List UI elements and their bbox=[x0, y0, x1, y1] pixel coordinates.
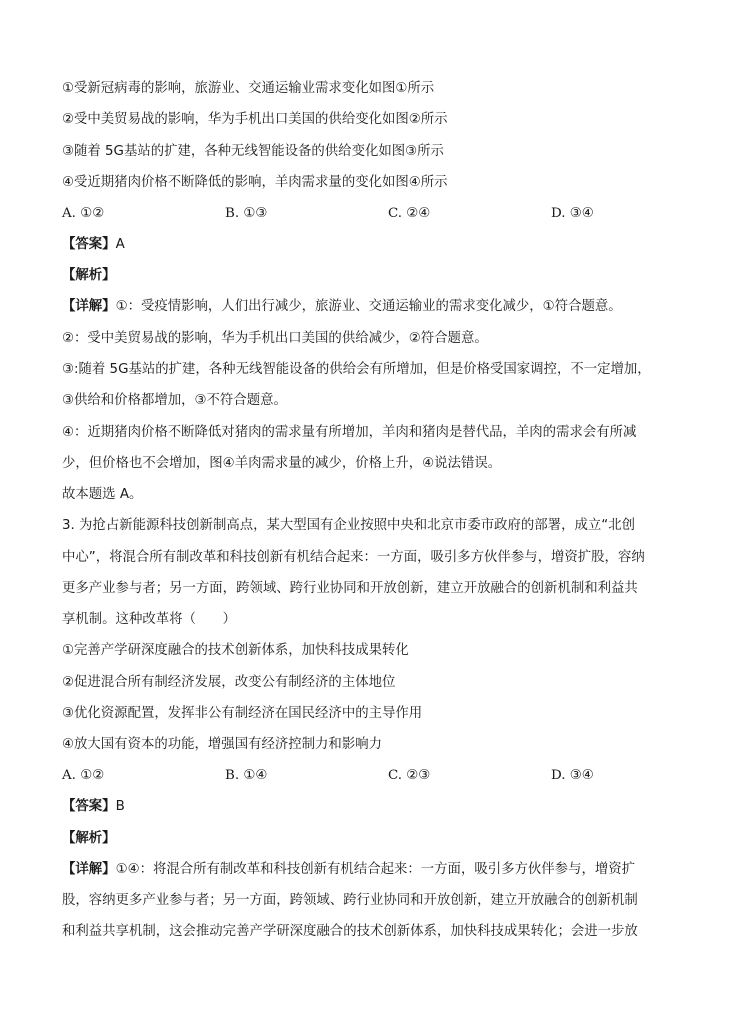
q2-item-3: ③随着 5G基站的扩建，各种无线智能设备的供给变化如图③所示 bbox=[62, 144, 444, 159]
q2-option-a: A. ①② bbox=[62, 206, 105, 221]
q2-detail-line-6: 少，但价格也不会增加，图④羊肉需求量的减少，价格上升，④说法错误。 bbox=[62, 456, 502, 471]
q3-stem-line-2: 中心”，将混合所有制改革和科技创新有机结合起来：一方面，吸引多方伙伴参与，增资扩股，容纳 bbox=[62, 550, 645, 565]
q2-option-c: C. ②④ bbox=[388, 206, 431, 221]
q3-item-4: ④放大国有资本的功能，增强国有经济控制力和影响力 bbox=[62, 737, 382, 752]
q2-detail-line-5: ④：近期猪肉价格不断降低对猪肉的需求量有所增加，羊肉和猪肉是替代品，羊肉的需求会有所减 bbox=[62, 425, 637, 440]
q3-analysis-label: 【解析】 bbox=[62, 831, 116, 846]
q2-detail-line-3: ③:随着 5G基站的扩建，各种无线智能设备的供给会有所增加，但是价格受国家调控，不一定增加， bbox=[62, 362, 651, 377]
q3-option-c: C. ②③ bbox=[388, 768, 431, 783]
q2-answer-value: A bbox=[115, 237, 125, 252]
q3-stem-line-4: 享机制。这种改革将（ ） bbox=[62, 612, 237, 627]
q3-options bbox=[62, 766, 682, 786]
q3-option-d: D. ③④ bbox=[551, 768, 594, 783]
q3-stem-line-3: 更多产业参与者；另一方面，跨领域、跨行业协同和开放创新，建立开放融合的创新机制和利益共 bbox=[62, 581, 638, 596]
q3-option-b: B. ①④ bbox=[225, 768, 268, 783]
q3-item-2: ②促进混合所有制经济发展，改变公有制经济的主体地位 bbox=[62, 675, 396, 690]
q2-item-1: ①受新冠病毒的影响，旅游业、交通运输业需求变化如图①所示 bbox=[62, 81, 435, 96]
q2-option-d: D. ③④ bbox=[551, 206, 594, 221]
q2-options bbox=[62, 204, 682, 224]
q3-detail-line-3: 和利益共享机制，这会推动完善产学研深度融合的技术创新体系，加快科技成果转化；会进一步放 bbox=[62, 924, 638, 939]
q3-stem-line-1: 3. 为抢占新能源科技创新制高点，某大型国有企业按照中央和北京市委市政府的部署，成立“北创 bbox=[62, 518, 635, 533]
q3-item-3: ③优化资源配置，发挥非公有制经济在国民经济中的主导作用 bbox=[62, 706, 423, 721]
q2-item-2: ②受中美贸易战的影响，华为手机出口美国的供给变化如图②所示 bbox=[62, 112, 448, 127]
q2-detail-line-1: 【详解】①：受疫情影响，人们出行减少，旅游业、交通运输业的需求变化减少，①符合题意。 bbox=[62, 299, 622, 314]
q2-item-4: ④受近期猪肉价格不断降低的影响，羊肉需求量的变化如图④所示 bbox=[62, 175, 448, 190]
q2-conclusion: 故本题选 A。 bbox=[62, 487, 143, 502]
q3-answer-value: B bbox=[115, 799, 125, 814]
q2-analysis-label: 【解析】 bbox=[62, 268, 116, 283]
q3-option-a: A. ①② bbox=[62, 768, 105, 783]
q3-item-1: ①完善产学研深度融合的技术创新体系，加快科技成果转化 bbox=[62, 643, 409, 658]
q3-detail-line-1: 【详解】①④：将混合所有制改革和科技创新有机结合起来：一方面，吸引多方伙伴参与，增资扩 bbox=[62, 862, 636, 877]
q3-answer: 【答案】B bbox=[62, 799, 125, 814]
q3-detail-line-2: 股，容纳更多产业参与者；另一方面，跨领域、跨行业协同和开放创新，建立开放融合的创新机制 bbox=[62, 893, 638, 908]
q2-detail-line-2: ②：受中美贸易战的影响，华为手机出口美国的供给减少，②符合题意。 bbox=[62, 331, 488, 346]
q2-detail-line-4: ③供给和价格都增加，③不符合题意。 bbox=[62, 393, 287, 408]
q2-answer: 【答案】A bbox=[62, 237, 125, 252]
q2-option-b: B. ①③ bbox=[225, 206, 268, 221]
